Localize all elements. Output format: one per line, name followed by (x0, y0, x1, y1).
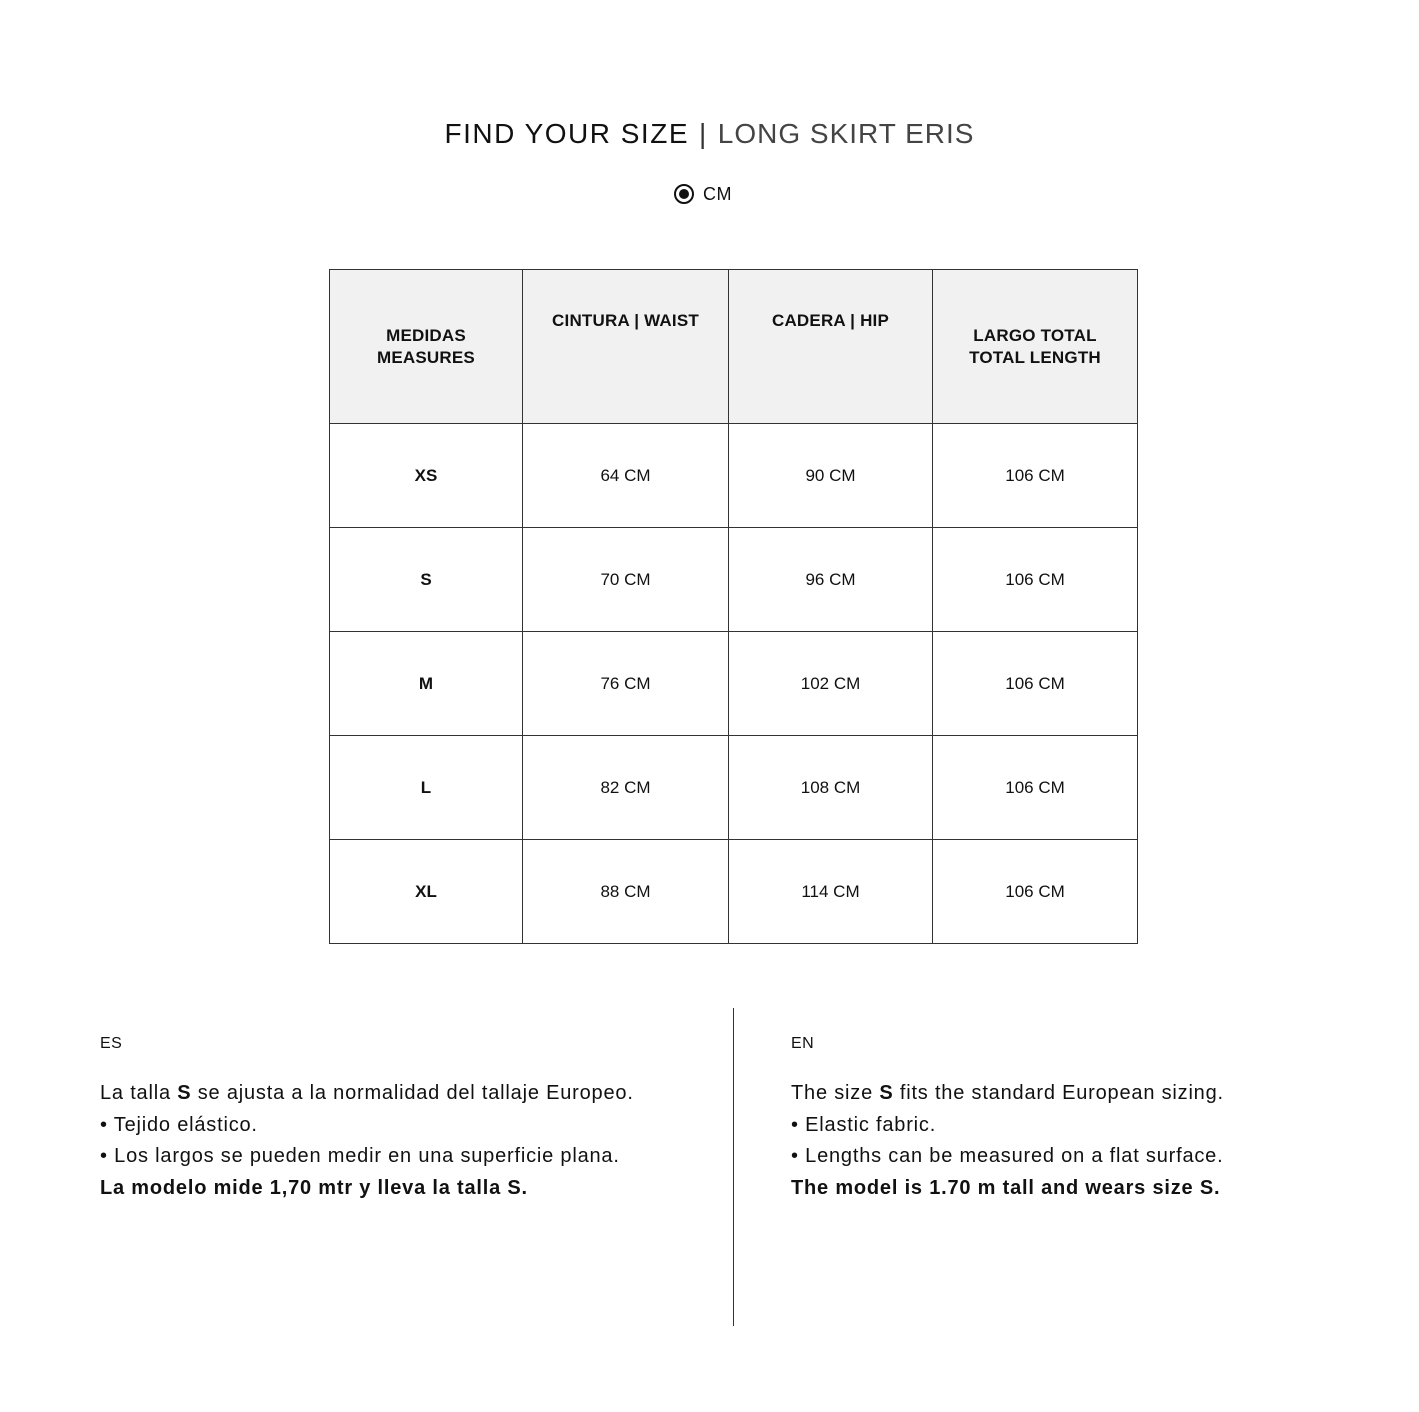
note-size-highlight: S (177, 1082, 192, 1104)
note-model-info: The model is 1.70 m tall and wears size S. (791, 1176, 1221, 1199)
header-measures-es: MEDIDAS (386, 325, 466, 345)
header-measures (330, 270, 523, 424)
note-text: fits the standard European sizing. (893, 1082, 1224, 1104)
notes-english (791, 1033, 1391, 1204)
header-length-es: LARGO TOTAL (973, 325, 1097, 345)
waist-cell: 64 CM (523, 424, 729, 528)
note-text: The size (791, 1082, 880, 1104)
size-cell: L (330, 736, 523, 840)
note-line: • Los largos se pueden medir en una superficie plana. (100, 1145, 620, 1167)
header-measures-en: MEASURES (377, 347, 475, 367)
size-table (329, 269, 1138, 944)
note-line: • Tejido elástico. (100, 1113, 258, 1136)
note-text: La talla (100, 1082, 178, 1104)
unit-radio-cm[interactable] (674, 181, 732, 207)
note-line (100, 1078, 720, 1110)
length-cell: 106 CM (933, 840, 1138, 944)
title-product: LONG SKIRT ERIS (717, 118, 975, 149)
size-cell: S (330, 528, 523, 632)
length-cell: 106 CM (933, 528, 1138, 632)
hip-cell: 90 CM (729, 424, 933, 528)
table-row (330, 840, 1138, 944)
waist-cell: 82 CM (523, 736, 729, 840)
table-row (330, 736, 1138, 840)
table-row (330, 632, 1138, 736)
header-hip-label: CADERA | HIP (771, 311, 890, 330)
lang-label-en: EN (791, 1035, 815, 1052)
note-line (791, 1078, 1391, 1110)
hip-cell: 114 CM (729, 840, 933, 944)
note-model-info: La modelo mide 1,70 mtr y lleva la talla S. (100, 1176, 528, 1199)
page-title (0, 118, 1419, 150)
waist-cell: 88 CM (523, 840, 729, 944)
size-cell: M (330, 632, 523, 736)
header-waist (523, 270, 729, 424)
waist-cell: 76 CM (523, 632, 729, 736)
note-line: • Lengths can be measured on a flat surface. (791, 1145, 1224, 1167)
length-cell: 106 CM (933, 736, 1138, 840)
header-waist-label: CINTURA | WAIST (552, 311, 699, 330)
table-row (330, 528, 1138, 632)
radio-selected-icon[interactable] (674, 184, 694, 204)
hip-cell: 96 CM (729, 528, 933, 632)
note-text: se ajusta a la normalidad del tallaje Europeo. (191, 1082, 634, 1104)
size-cell: XL (330, 840, 523, 944)
hip-cell: 108 CM (729, 736, 933, 840)
note-line: • Elastic fabric. (791, 1113, 937, 1136)
header-length (933, 270, 1138, 424)
size-cell: XS (330, 424, 523, 528)
length-cell: 106 CM (933, 632, 1138, 736)
title-main: FIND YOUR SIZE (444, 118, 689, 149)
unit-label: CM (703, 183, 732, 204)
title-separator: | (699, 118, 708, 149)
header-length-en: TOTAL LENGTH (969, 347, 1101, 367)
table-header-row (330, 270, 1138, 424)
hip-cell: 102 CM (729, 632, 933, 736)
lang-label-es: ES (100, 1035, 123, 1052)
waist-cell: 70 CM (523, 528, 729, 632)
length-cell: 106 CM (933, 424, 1138, 528)
notes-spanish (100, 1033, 720, 1204)
note-size-highlight: S (879, 1082, 894, 1104)
column-divider (733, 1008, 734, 1326)
header-hip (729, 270, 933, 424)
table-row (330, 424, 1138, 528)
